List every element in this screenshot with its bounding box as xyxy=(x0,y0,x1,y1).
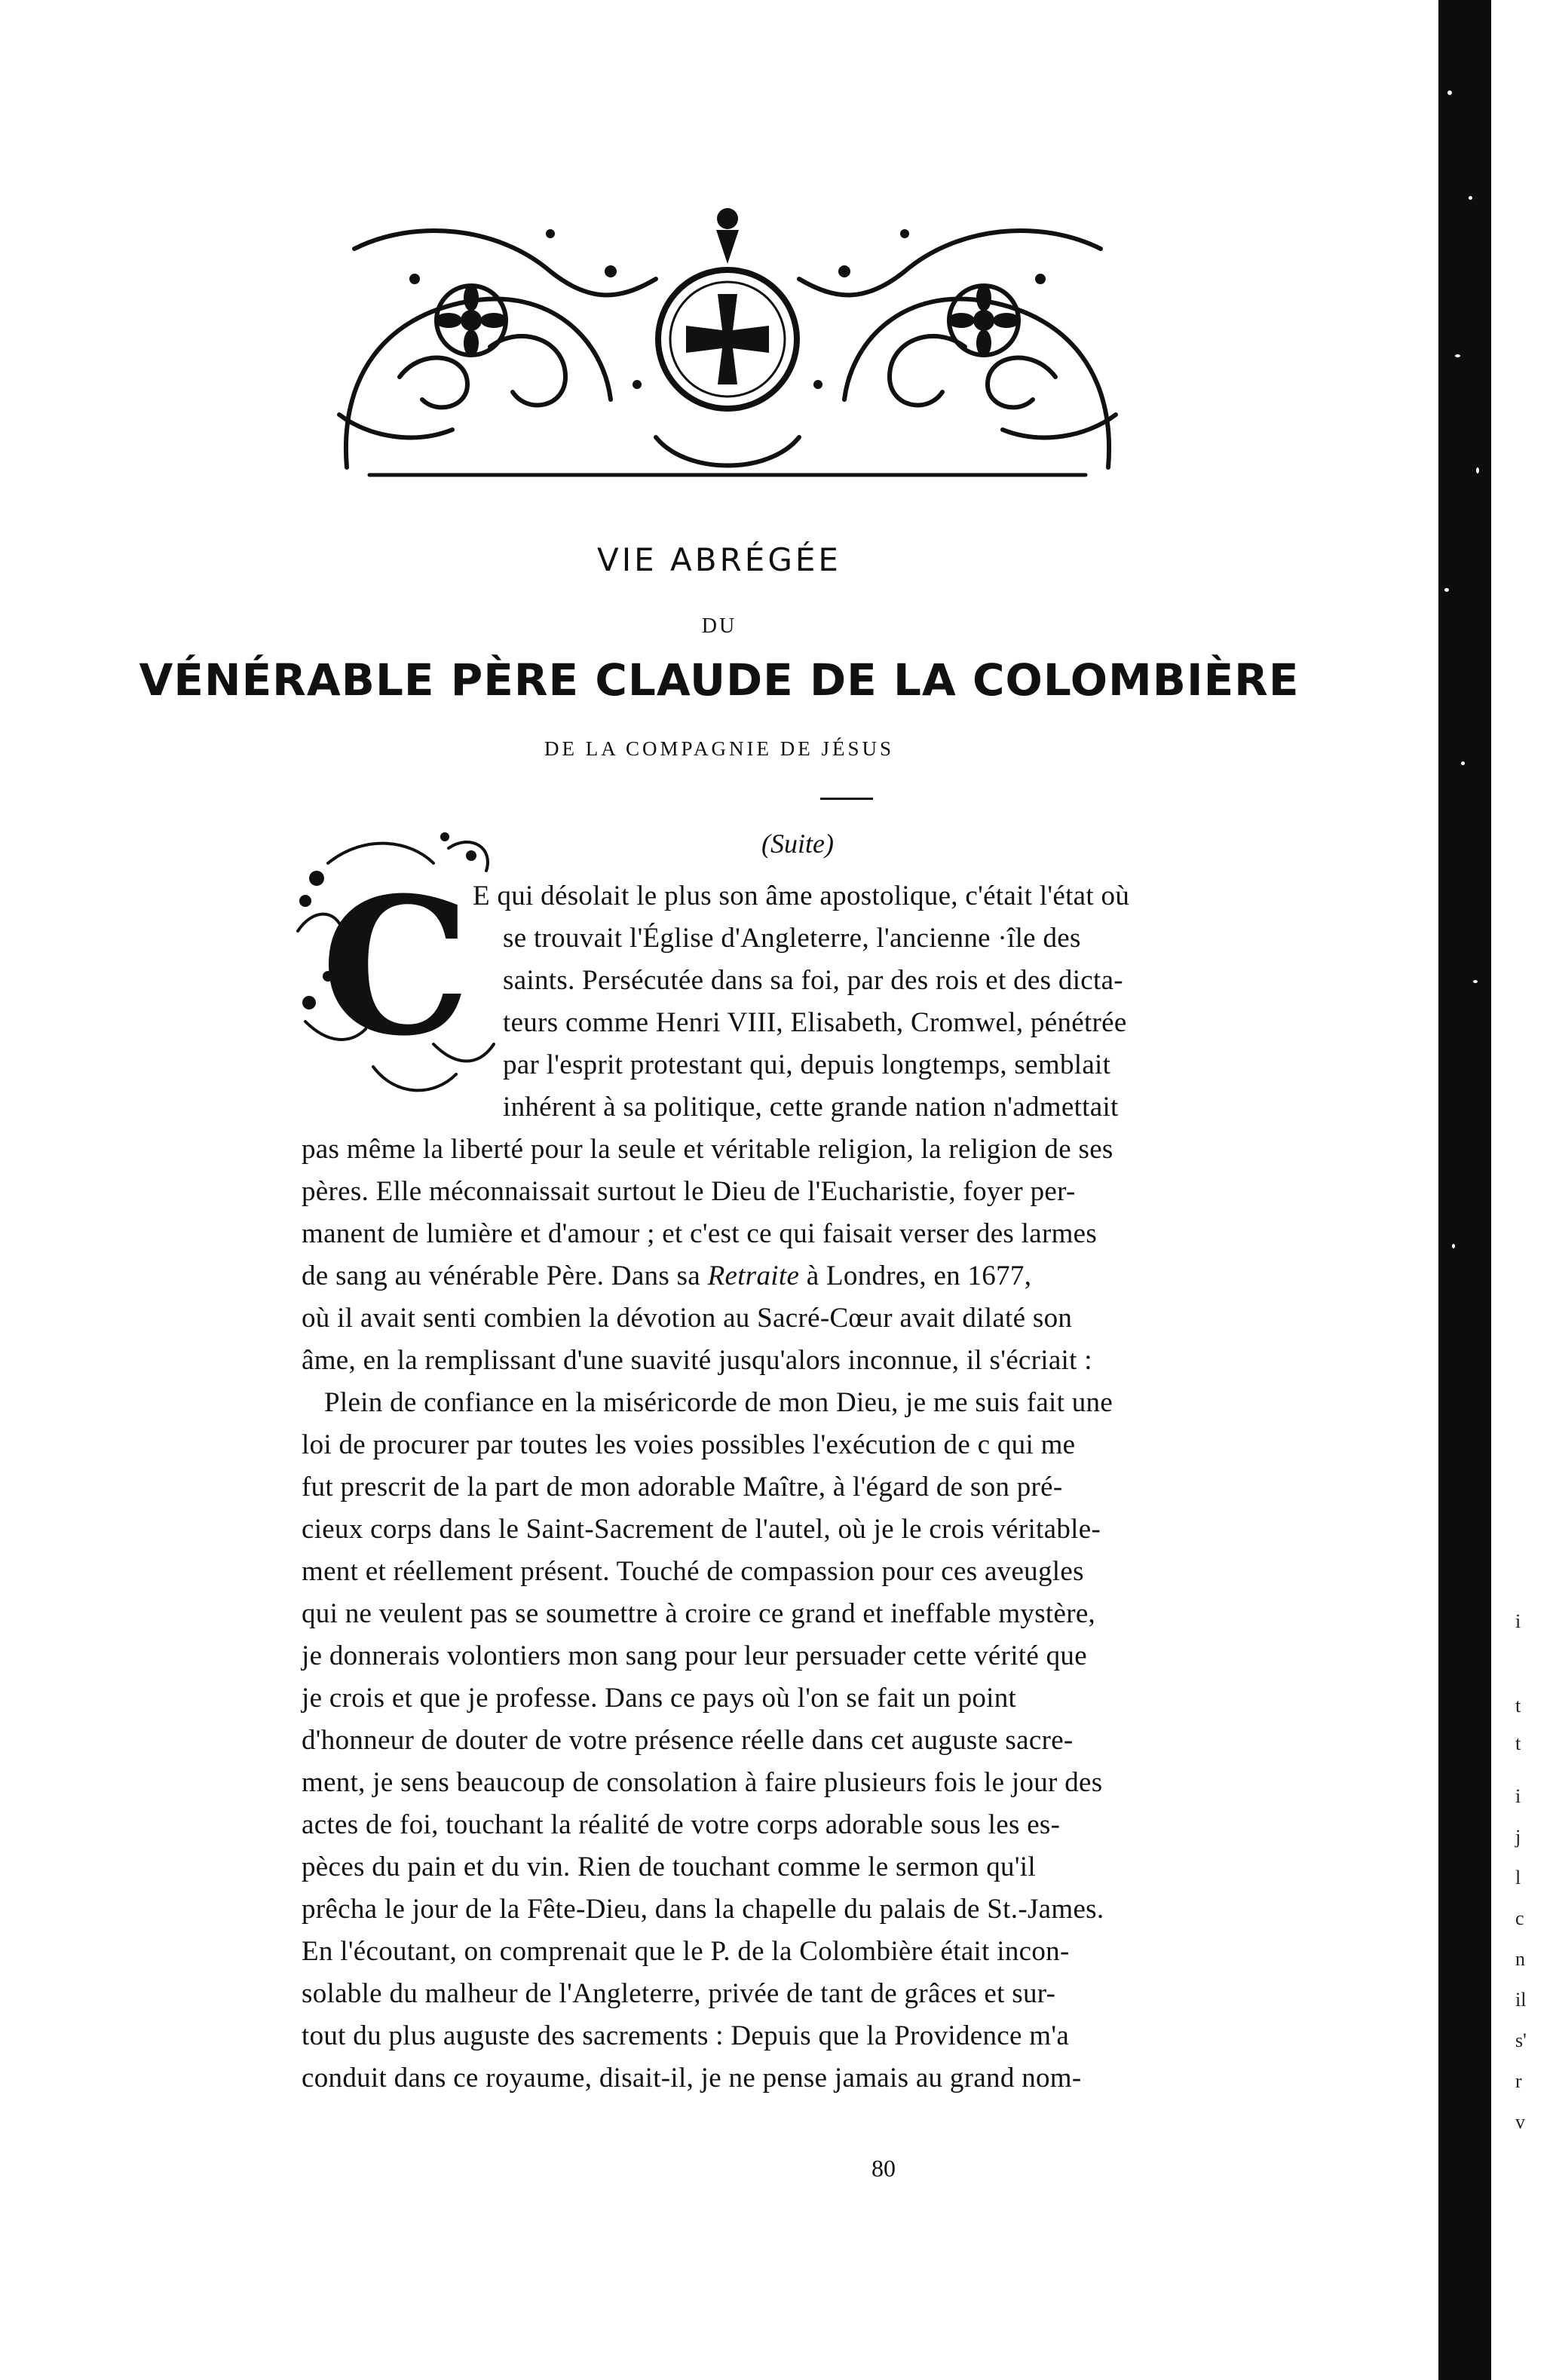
drop-cap-initial xyxy=(283,818,509,1120)
title-vie-abregee: VIE ABRÉGÉE xyxy=(597,541,841,578)
title-rule xyxy=(820,798,873,800)
body-line: fut prescrit de la part de mon adorable Maître, à l'égard de son pré- xyxy=(302,1472,1063,1502)
body-line: conduit dans ce royaume, disait-il, je ne pense jamais au grand nom- xyxy=(302,2063,1082,2094)
body-line: Plein de confiance en la miséricorde de mon Dieu, je me suis fait une xyxy=(324,1387,1113,1418)
edge-char: i xyxy=(1515,1785,1521,1807)
edge-char: t xyxy=(1515,1695,1521,1717)
body-line: cieux corps dans le Saint-Sacrement de l'autel, où je le crois véritable- xyxy=(302,1514,1101,1545)
edge-char: r xyxy=(1515,2070,1522,2092)
edge-char: j xyxy=(1515,1826,1521,1848)
body-line: loi de procurer par toutes les voies possibles l'exécution de c qui me xyxy=(302,1429,1076,1460)
edge-char: l xyxy=(1515,1867,1521,1888)
drop-cap-letter: C xyxy=(320,856,471,1077)
edge-char: s' xyxy=(1515,2029,1527,2051)
body-line: d'honneur de douter de votre présence réelle dans cet auguste sacre- xyxy=(302,1725,1074,1756)
retraite-italic: Retraite xyxy=(707,1260,800,1291)
title-main: VÉNÉRABLE PÈRE CLAUDE DE LA COLOMBIÈRE xyxy=(139,654,1300,706)
edge-char: il xyxy=(1515,1989,1527,2011)
body-line: E qui désolait le plus son âme apostolique, c'était l'état où xyxy=(473,881,1130,911)
edge-char: c xyxy=(1515,1907,1524,1929)
body-line: ment, je sens beaucoup de consolation à faire plusieurs fois le jour des xyxy=(302,1767,1103,1798)
body-line: actes de foi, touchant la réalité de votre corps adorable sous les es- xyxy=(302,1809,1061,1840)
page-number: 80 xyxy=(871,2155,896,2182)
headpiece-ornament xyxy=(324,188,1131,505)
body-line: par l'esprit protestant qui, depuis longtemps, semblait xyxy=(503,1049,1111,1080)
body-line: se trouvait l'Église d'Angleterre, l'ancienne ·île des xyxy=(503,923,1081,954)
title-subtitle: DE LA COMPAGNIE DE JÉSUS xyxy=(544,737,895,760)
body-line: qui ne veulent pas se soumettre à croire ce grand et ineffable mystère, xyxy=(302,1598,1096,1629)
body-line: manent de lumière et d'amour ; et c'est ce qui faisait verser des larmes xyxy=(302,1218,1098,1249)
body-line: solable du malheur de l'Angleterre, privée de tant de grâces et sur- xyxy=(302,1978,1056,2009)
edge-char: i xyxy=(1515,1610,1521,1632)
body-line: En l'écoutant, on comprenait que le P. de la Colombière était incon- xyxy=(302,1936,1070,1967)
edge-char: v xyxy=(1515,2111,1525,2133)
body-line: je donnerais volontiers mon sang pour leur persuader cette vérité que xyxy=(302,1640,1087,1671)
body-line: pères. Elle méconnaissait surtout le Dieu de l'Eucharistie, foyer per- xyxy=(302,1176,1076,1207)
body-line: teurs comme Henri VIII, Elisabeth, Cromwel, pénétrée xyxy=(503,1007,1127,1038)
body-line: prêcha le jour de la Fête-Dieu, dans la chapelle du palais de St.-James. xyxy=(302,1894,1104,1925)
binding-shadow xyxy=(1438,0,1491,2380)
suite-label: (Suite) xyxy=(761,829,834,859)
body-line: pèces du pain et du vin. Rien de touchant comme le sermon qu'il xyxy=(302,1852,1036,1882)
edge-char: t xyxy=(1515,1732,1521,1754)
body-line: saints. Persécutée dans sa foi, par des rois et des dicta- xyxy=(503,965,1123,996)
body-line xyxy=(302,1262,1396,1290)
body-line: inhérent à sa politique, cette grande nation n'admettait xyxy=(503,1092,1119,1123)
body-line: ment et réellement présent. Touché de compassion pour ces aveugles xyxy=(302,1556,1084,1587)
body-line-part: de sang au vénérable Père. Dans sa Retraite à Londres, en 1677, xyxy=(302,1260,1032,1291)
body-line: tout du plus auguste des sacrements : Depuis que la Providence m'a xyxy=(302,2020,1070,2051)
edge-char: n xyxy=(1515,1948,1525,1970)
title-du: DU xyxy=(701,614,737,638)
body-line: je crois et que je professe. Dans ce pays où l'on se fait un point xyxy=(302,1683,1017,1714)
body-line: où il avait senti combien la dévotion au Sacré-Cœur avait dilaté son xyxy=(302,1303,1073,1334)
body-line: âme, en la remplissant d'une suavité jusqu'alors inconnue, il s'écriait : xyxy=(302,1345,1092,1376)
body-line: pas même la liberté pour la seule et véritable religion, la religion de ses xyxy=(302,1134,1113,1165)
